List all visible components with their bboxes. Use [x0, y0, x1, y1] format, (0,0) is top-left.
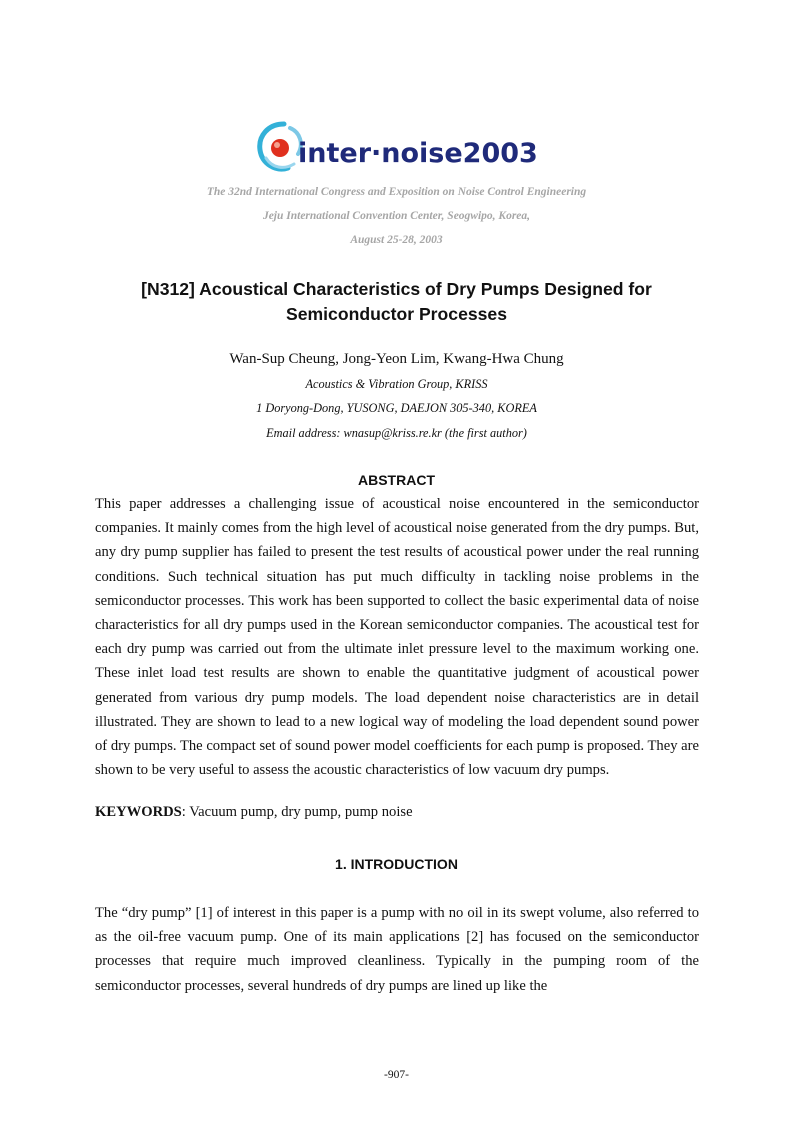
abstract-text: This paper addresses a challenging issue of acoustical noise encountered in the semiconductor companies. It mainly comes from the high level of acoustical noise generated from the dry pumps. But, any dry pump supplier has failed to present the test results of acoustical power under the real running conditions. Such technical situation has put much difficulty in tackling noise problems in the semiconductor processes. This work has been supported to collect the basic experimental data of noise characteristics for all dry pumps used in the Korean semiconductor companies. The acoustical test for each dry pump was carried out from the ultimate inlet pressure level to the maximum working one. These inlet load test results are shown to enable the quantitative judgment of acoustical power generated from various dry pump models. The load dependent noise characteristics are in detail illustrated. They are shown to lead to a new logical way of modeling the load dependent sound power of dry pumps. The compact set of sound power model coefficients for each pump is proposed. They are shown to be very useful to assess the acoustic characteristics of low vacuum dry pumps. — [95, 496, 699, 779]
page-number: -907- — [384, 1069, 409, 1081]
author-address: 1 Doryong-Dong, YUSONG, DAEJON 305-340, KOREA — [256, 401, 537, 415]
conference-date: August 25-28, 2003 — [350, 234, 443, 246]
internoise-logo-icon — [254, 118, 544, 178]
paper-title: [N312] Acoustical Characteristics of Dry Pumps Designed for Semiconductor Processes — [141, 279, 652, 324]
conference-venue: Jeju International Convention Center, Seogwipo, Korea, — [262, 210, 531, 222]
keywords-text: : Vacuum pump, dry pump, pump noise — [181, 804, 413, 820]
introduction-text: The “dry pump” [1] of interest in this paper is a pump with no oil in its swept volume, also referred to as the oil-free vacuum pump. One of its main applications [2] has focused on the semiconductor processes that require much improved cleanliness. Typically in the pumping room of the semiconductor processes, several hundreds of dry pumps are lined up like the — [95, 905, 699, 994]
keywords-line — [95, 804, 699, 821]
logo-text: inter·noise2003 — [298, 138, 538, 169]
conference-name: The 32nd International Congress and Exposition on Noise Control Engineering — [206, 186, 587, 198]
author-list: Wan-Sup Cheung, Jong-Yeon Lim, Kwang-Hwa Chung — [229, 351, 564, 367]
introduction-heading: 1. INTRODUCTION — [335, 856, 458, 872]
abstract-heading: ABSTRACT — [358, 472, 435, 488]
author-email: Email address: wnasup@kriss.re.kr (the first author) — [266, 426, 527, 440]
keywords-label: KEYWORDS — [95, 804, 182, 820]
author-affiliation: Acoustics & Vibration Group, KRISS — [305, 377, 488, 391]
conference-logo — [254, 118, 544, 178]
